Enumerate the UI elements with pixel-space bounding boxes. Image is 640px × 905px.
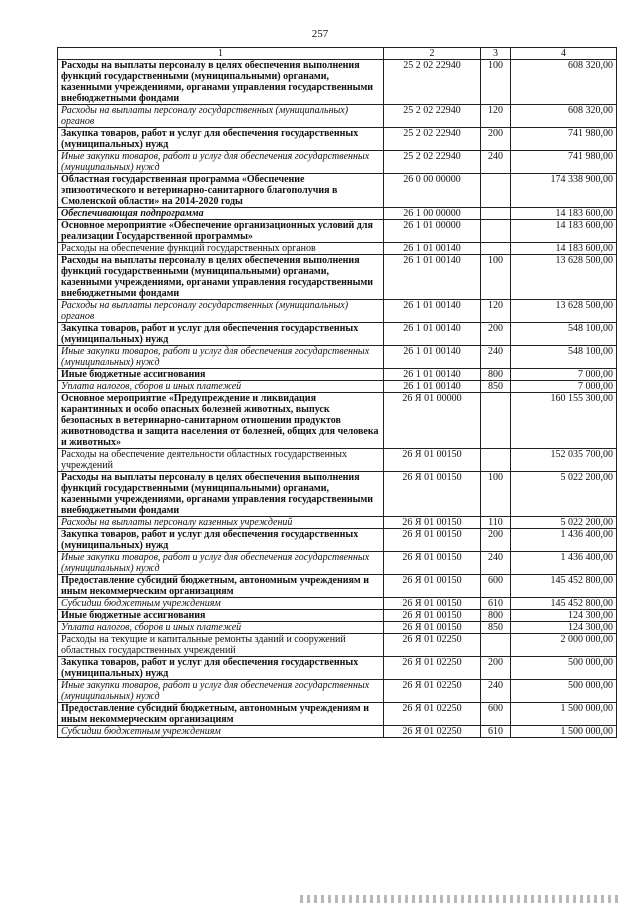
- table-row: [58, 726, 617, 738]
- row-type-cell: 240: [481, 346, 511, 369]
- row-type-cell: 600: [481, 575, 511, 598]
- row-type-cell: 120: [481, 300, 511, 323]
- row-type-cell: 110: [481, 517, 511, 529]
- row-name-cell: Иные закупки товаров, работ и услуг для обеспечения государственных (муниципальных) нужд: [58, 552, 384, 575]
- table-row: [58, 598, 617, 610]
- row-code-cell: 26 Я 01 00150: [384, 472, 481, 517]
- row-code-cell: 26 1 01 00140: [384, 323, 481, 346]
- row-type-cell: 610: [481, 598, 511, 610]
- row-amount-cell: 14 183 600,00: [511, 208, 617, 220]
- table-row: [58, 610, 617, 622]
- row-amount-cell: 500 000,00: [511, 680, 617, 703]
- row-code-cell: 26 1 01 00140: [384, 300, 481, 323]
- row-name-cell: Субсидии бюджетным учреждениям: [58, 598, 384, 610]
- row-code-cell: 26 Я 01 00150: [384, 449, 481, 472]
- row-name-cell: Обеспечивающая подпрограмма: [58, 208, 384, 220]
- row-type-cell: 200: [481, 529, 511, 552]
- row-code-cell: 26 Я 01 02250: [384, 680, 481, 703]
- row-name-cell: Субсидии бюджетным учреждениям: [58, 726, 384, 738]
- column-header-amount: 4: [511, 48, 617, 60]
- table-row: [58, 703, 617, 726]
- row-name-cell: Основное мероприятие «Предупреждение и ликвидация карантинных и особо опасных болезней животных, выпуск безопасных в ветеринарно-санитарном отношении продуктов животноводства и защита населения от болезней, общих для человека и животных»: [58, 393, 384, 449]
- table-row: [58, 680, 617, 703]
- row-code-cell: 26 1 01 00140: [384, 243, 481, 255]
- row-type-cell: [481, 393, 511, 449]
- row-code-cell: 25 2 02 22940: [384, 105, 481, 128]
- row-type-cell: [481, 174, 511, 208]
- row-name-cell: Расходы на выплаты персоналу казенных учреждений: [58, 517, 384, 529]
- table-row: [58, 552, 617, 575]
- row-name-cell: Областная государственная программа «Обеспечение эпизоотического и ветеринарно-санитарного благополучия в Смоленской области» на 2014-2020 годы: [58, 174, 384, 208]
- row-amount-cell: 14 183 600,00: [511, 220, 617, 243]
- table-row: [58, 369, 617, 381]
- row-name-cell: Закупка товаров, работ и услуг для обеспечения государственных (муниципальных) нужд: [58, 657, 384, 680]
- row-amount-cell: 7 000,00: [511, 381, 617, 393]
- row-amount-cell: 145 452 800,00: [511, 598, 617, 610]
- row-name-cell: Расходы на выплаты персоналу в целях обеспечения выполнения функций государственными (муниципальными) органами, казенными учреждениями, органами управления государственными внебюджетными фондами: [58, 60, 384, 105]
- table-row: [58, 300, 617, 323]
- table-row: [58, 381, 617, 393]
- table-row: [58, 105, 617, 128]
- row-type-cell: 200: [481, 657, 511, 680]
- row-amount-cell: 1 436 400,00: [511, 552, 617, 575]
- row-type-cell: 240: [481, 680, 511, 703]
- row-code-cell: 26 Я 01 00150: [384, 552, 481, 575]
- table-row: [58, 449, 617, 472]
- row-code-cell: 26 1 01 00140: [384, 381, 481, 393]
- row-amount-cell: 548 100,00: [511, 346, 617, 369]
- row-name-cell: Расходы на выплаты персоналу в целях обеспечения выполнения функций государственными (муниципальными) органами, казенными учреждениями, органами управления государственными внебюджетными фондами: [58, 255, 384, 300]
- row-amount-cell: 14 183 600,00: [511, 243, 617, 255]
- table-header-row: [58, 48, 617, 60]
- row-code-cell: 26 Я 01 00150: [384, 575, 481, 598]
- row-name-cell: Расходы на выплаты персоналу в целях обеспечения выполнения функций государственными (муниципальными) органами, казенными учреждениями, органами управления государственными внебюджетными фондами: [58, 472, 384, 517]
- row-name-cell: Иные бюджетные ассигнования: [58, 369, 384, 381]
- row-amount-cell: 7 000,00: [511, 369, 617, 381]
- row-type-cell: 100: [481, 255, 511, 300]
- table-body: [58, 60, 617, 738]
- row-amount-cell: 608 320,00: [511, 105, 617, 128]
- row-code-cell: 26 Я 01 02250: [384, 726, 481, 738]
- row-code-cell: 26 Я 01 00150: [384, 598, 481, 610]
- row-amount-cell: 13 628 500,00: [511, 255, 617, 300]
- row-type-cell: 850: [481, 381, 511, 393]
- row-name-cell: Предоставление субсидий бюджетным, автономным учреждениям и иным некоммерческим организациям: [58, 703, 384, 726]
- table-row: [58, 243, 617, 255]
- row-type-cell: 610: [481, 726, 511, 738]
- row-type-cell: 600: [481, 703, 511, 726]
- row-amount-cell: 1 436 400,00: [511, 529, 617, 552]
- page-number: 257: [311, 28, 329, 40]
- row-type-cell: 120: [481, 105, 511, 128]
- row-type-cell: 240: [481, 151, 511, 174]
- table-row: [58, 529, 617, 552]
- row-amount-cell: 152 035 700,00: [511, 449, 617, 472]
- row-code-cell: 25 2 02 22940: [384, 128, 481, 151]
- row-code-cell: 26 1 00 00000: [384, 208, 481, 220]
- row-name-cell: Иные закупки товаров, работ и услуг для обеспечения государственных (муниципальных) нужд: [58, 151, 384, 174]
- row-code-cell: 25 2 02 22940: [384, 151, 481, 174]
- row-code-cell: 26 Я 01 00150: [384, 622, 481, 634]
- table-row: [58, 220, 617, 243]
- row-name-cell: Иные закупки товаров, работ и услуг для обеспечения государственных (муниципальных) нужд: [58, 680, 384, 703]
- row-type-cell: [481, 634, 511, 657]
- table-row: [58, 174, 617, 208]
- column-header-name: 1: [58, 48, 384, 60]
- row-amount-cell: 5 022 200,00: [511, 472, 617, 517]
- row-type-cell: 800: [481, 610, 511, 622]
- row-amount-cell: 13 628 500,00: [511, 300, 617, 323]
- row-code-cell: 26 1 01 00000: [384, 220, 481, 243]
- row-type-cell: 800: [481, 369, 511, 381]
- budget-table: [57, 47, 617, 738]
- table-row: [58, 622, 617, 634]
- row-type-cell: [481, 243, 511, 255]
- row-amount-cell: 608 320,00: [511, 60, 617, 105]
- row-type-cell: 100: [481, 60, 511, 105]
- row-name-cell: Основное мероприятие «Обеспечение организационных условий для реализации Государственной программы»: [58, 220, 384, 243]
- row-code-cell: 26 Я 01 00150: [384, 517, 481, 529]
- column-header-code: 2: [384, 48, 481, 60]
- row-type-cell: [481, 449, 511, 472]
- scan-artifact: [300, 895, 620, 903]
- row-name-cell: Расходы на текущие и капитальные ремонты зданий и сооружений областных государственных учреждений: [58, 634, 384, 657]
- row-type-cell: [481, 208, 511, 220]
- row-type-cell: 240: [481, 552, 511, 575]
- table-row: [58, 255, 617, 300]
- row-code-cell: 26 Я 01 00000: [384, 393, 481, 449]
- row-code-cell: 26 1 01 00140: [384, 255, 481, 300]
- row-name-cell: Уплата налогов, сборов и иных платежей: [58, 622, 384, 634]
- row-code-cell: 26 0 00 00000: [384, 174, 481, 208]
- row-amount-cell: 145 452 800,00: [511, 575, 617, 598]
- table-row: [58, 128, 617, 151]
- row-amount-cell: 500 000,00: [511, 657, 617, 680]
- row-name-cell: Расходы на обеспечение деятельности областных государственных учреждений: [58, 449, 384, 472]
- row-name-cell: Уплата налогов, сборов и иных платежей: [58, 381, 384, 393]
- row-amount-cell: 124 300,00: [511, 610, 617, 622]
- row-amount-cell: 2 000 000,00: [511, 634, 617, 657]
- row-code-cell: 26 Я 01 00150: [384, 610, 481, 622]
- row-amount-cell: 1 500 000,00: [511, 703, 617, 726]
- table-row: [58, 575, 617, 598]
- row-amount-cell: 124 300,00: [511, 622, 617, 634]
- row-amount-cell: 1 500 000,00: [511, 726, 617, 738]
- table-row: [58, 393, 617, 449]
- table-row: [58, 151, 617, 174]
- row-code-cell: 26 Я 01 02250: [384, 703, 481, 726]
- row-code-cell: 26 Я 01 02250: [384, 634, 481, 657]
- row-code-cell: 25 2 02 22940: [384, 60, 481, 105]
- row-name-cell: Иные закупки товаров, работ и услуг для обеспечения государственных (муниципальных) нужд: [58, 346, 384, 369]
- row-amount-cell: 548 100,00: [511, 323, 617, 346]
- row-amount-cell: 741 980,00: [511, 128, 617, 151]
- row-type-cell: [481, 220, 511, 243]
- table-row: [58, 60, 617, 105]
- row-code-cell: 26 1 01 00140: [384, 346, 481, 369]
- row-code-cell: 26 Я 01 00150: [384, 529, 481, 552]
- table-row: [58, 208, 617, 220]
- row-type-cell: 200: [481, 128, 511, 151]
- table-row: [58, 323, 617, 346]
- row-amount-cell: 741 980,00: [511, 151, 617, 174]
- row-name-cell: Расходы на выплаты персоналу государственных (муниципальных) органов: [58, 105, 384, 128]
- row-name-cell: Предоставление субсидий бюджетным, автономным учреждениям и иным некоммерческим организациям: [58, 575, 384, 598]
- row-type-cell: 850: [481, 622, 511, 634]
- row-name-cell: Расходы на выплаты персоналу государственных (муниципальных) органов: [58, 300, 384, 323]
- row-name-cell: Иные бюджетные ассигнования: [58, 610, 384, 622]
- row-amount-cell: 174 338 900,00: [511, 174, 617, 208]
- table-row: [58, 472, 617, 517]
- row-type-cell: 200: [481, 323, 511, 346]
- row-code-cell: 26 1 01 00140: [384, 369, 481, 381]
- row-name-cell: Закупка товаров, работ и услуг для обеспечения государственных (муниципальных) нужд: [58, 128, 384, 151]
- row-amount-cell: 5 022 200,00: [511, 517, 617, 529]
- table-row: [58, 346, 617, 369]
- row-amount-cell: 160 155 300,00: [511, 393, 617, 449]
- row-type-cell: 100: [481, 472, 511, 517]
- column-header-type: 3: [481, 48, 511, 60]
- row-name-cell: Закупка товаров, работ и услуг для обеспечения государственных (муниципальных) нужд: [58, 323, 384, 346]
- table-row: [58, 657, 617, 680]
- row-name-cell: Закупка товаров, работ и услуг для обеспечения государственных (муниципальных) нужд: [58, 529, 384, 552]
- table-row: [58, 517, 617, 529]
- row-code-cell: 26 Я 01 02250: [384, 657, 481, 680]
- row-name-cell: Расходы на обеспечение функций государственных органов: [58, 243, 384, 255]
- table-row: [58, 634, 617, 657]
